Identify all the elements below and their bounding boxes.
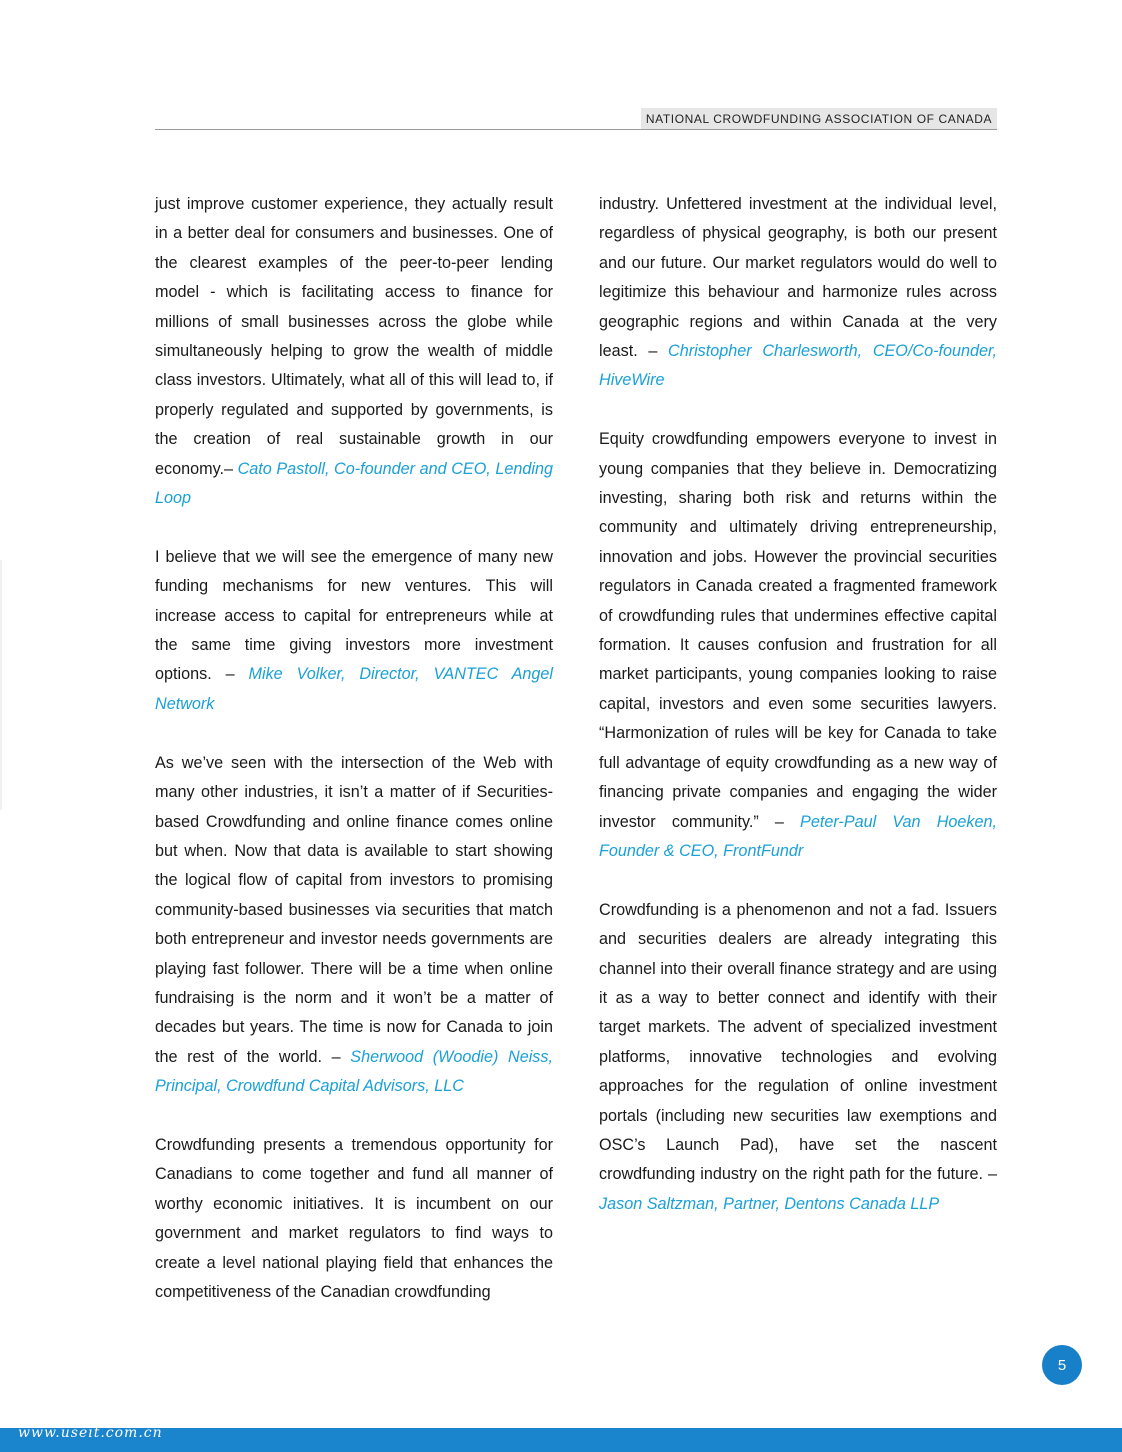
quote-attribution: Cato Pastoll, Co-founder and CEO, Lending Loop <box>155 459 553 508</box>
quote-attribution: Peter-Paul Van Hoeken, Founder & CEO, FrontFundr <box>599 812 997 860</box>
page-number-badge: 5 <box>1042 1345 1082 1385</box>
quote-attribution: Sherwood (Woodie) Neiss, Principal, Crowdfund Capital Advisors, LLC <box>155 1047 553 1096</box>
quote-paragraph <box>599 896 997 1219</box>
quote-text: As we’ve seen with the intersection of the Web with many other industries, it isn’t a matter of if Securities-based Crowdfunding and online finance comes online but when. Now that data is available to start showing the logical flow of capital from investors to promising community-based businesses via securities that match both entrepreneur and investor needs governments are playing fast follower. There will be a time when online fundraising is the norm and it won’t be a matter of decades but years. The time is now for Canada to join the rest of the world. – <box>155 753 553 1066</box>
edge-mark <box>0 560 2 810</box>
quote-text: Crowdfunding presents a tremendous opportunity for Canadians to come together and fund all manner of worthy economic initiatives. It is incumbent on our government and market regulators to find ways to create a level national playing field that enhances the competitiveness of the Canadian crowdfunding <box>155 1135 553 1301</box>
quote-attribution: Mike Volker, Director, VANTEC Angel Network <box>155 665 553 713</box>
right-column <box>599 190 997 1249</box>
quote-paragraph <box>155 749 553 1102</box>
quote-paragraph <box>599 190 997 396</box>
header-rule <box>155 108 997 130</box>
quote-paragraph <box>155 1131 553 1307</box>
quote-attribution: Christopher Charlesworth, CEO/Co-founder, HiveWire <box>599 342 997 390</box>
quote-text: Equity crowdfunding empowers everyone to invest in young companies that they believe in. Democratizing investing, sharing both risk and returns within the community and ultimately driving entrepreneurship, innovation and jobs. However the provincial securities regulators in Canada created a fragmented framework of crowdfunding rules that undermines effective capital formation. It causes confusion and frustration for all market participants, young companies looking to raise capital, investors and even some securities lawyers. “Harmonization of rules will be key for Canada to take full advantage of equity crowdfunding as a new way of financing private companies and engaging the wider investor community.” – <box>599 430 997 831</box>
quote-text: I believe that we will see the emergence of many new funding mechanisms for new ventures. This will increase access to capital for entrepreneurs while at the same time giving investors more investment options. – <box>155 547 553 684</box>
footer-band <box>0 1428 1122 1452</box>
quote-text: industry. Unfettered investment at the individual level, regardless of physical geography, is both our present and our future. Our market regulators would do well to legitimize this behaviour and harmonize rules across geographic regions and within Canada at the very least. – <box>599 195 997 361</box>
quote-paragraph <box>599 425 997 866</box>
quote-paragraph <box>155 543 553 719</box>
header-organization: NATIONAL CROWDFUNDING ASSOCIATION OF CANADA <box>641 108 997 129</box>
quote-text: Crowdfunding is a phenomenon and not a fad. Issuers and securities dealers are already integrating this channel into their overall finance strategy and are using it as a way to better connect and identify with their target markets. The advent of specialized investment platforms, innovative technologies and evolving approaches for the regulation of online investment portals (including new securities law exemptions and OSC’s Launch Pad), have set the nascent crowdfunding industry on the right path for the future. – <box>599 900 997 1184</box>
quote-paragraph <box>155 190 553 513</box>
left-column <box>155 190 553 1337</box>
watermark-text: www.useit.com.cn <box>18 1425 163 1441</box>
quote-attribution: Jason Saltzman, Partner, Dentons Canada LLP <box>599 1194 940 1213</box>
quote-text: just improve customer experience, they actually result in a better deal for consumers and businesses. One of the clearest examples of the peer-to-peer lending model - which is facilitating access to finance for millions of small businesses across the globe while simultaneously helping to grow the wealth of middle class investors. Ultimately, what all of this will lead to, if properly regulated and supported by governments, is the creation of real sustainable growth in our economy.– <box>155 195 553 478</box>
